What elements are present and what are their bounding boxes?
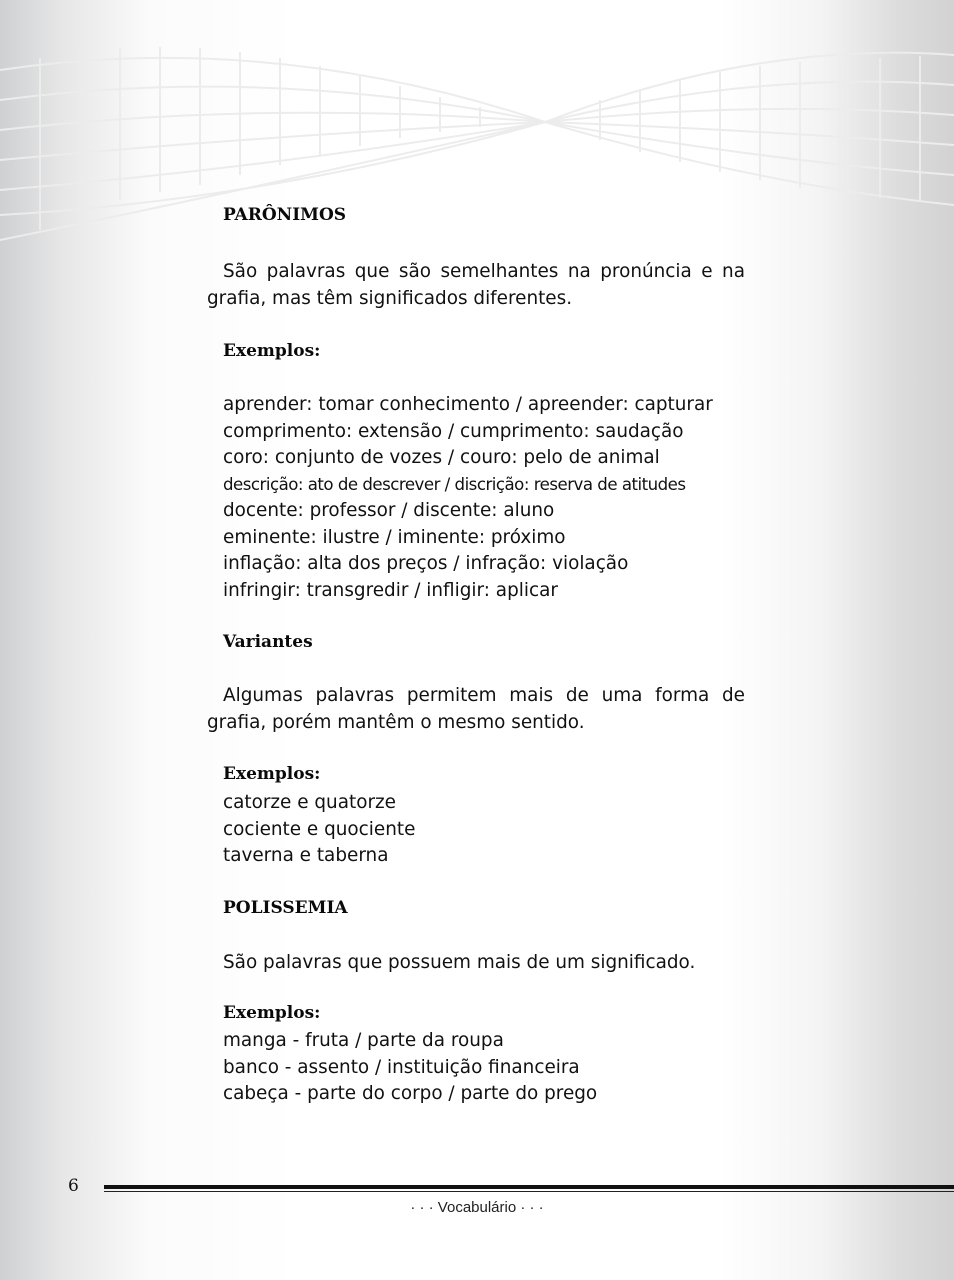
list-item: catorze e quatorze [223, 792, 396, 813]
list-item: taverna e taberna [223, 845, 389, 866]
page-number: 6 [68, 1176, 79, 1196]
polissemia-examples-label: Exemplos: [223, 1003, 321, 1023]
paronimos-examples-label: Exemplos: [223, 341, 321, 361]
variantes-intro: Algumas palavras permitem mais de uma forma de grafia, porém mantêm o mesmo sentido. [207, 685, 745, 733]
section-title-variantes: Variantes [223, 632, 313, 652]
paronimos-intro: São palavras que são semelhantes na pronúncia e na grafia, mas têm significados diferentes. [207, 261, 745, 309]
list-item: coro: conjunto de vozes / couro: pelo de animal [223, 447, 660, 468]
footer-label: · · · Vocabulário · · · [410, 1199, 544, 1216]
paronimos-examples-list [223, 392, 713, 604]
grid-decoration [0, 0, 954, 260]
list-item: infringir: transgredir / infligir: aplicar [223, 579, 558, 601]
section-title-polissemia: POLISSEMIA [223, 898, 348, 918]
list-item: docente: professor / discente: aluno [223, 500, 555, 521]
list-item: eminente: ilustre / iminente: próximo [223, 526, 566, 548]
polissemia-intro: São palavras que possuem mais de um significado. [223, 952, 696, 973]
list-item: aprender: tomar conhecimento / apreender: capturar [223, 394, 713, 415]
list-item: comprimento: extensão / cumprimento: saudação [223, 420, 684, 442]
footer-rule [104, 1185, 954, 1193]
list-item: manga - fruta / parte da roupa [223, 1030, 504, 1051]
polissemia-examples-list [223, 1028, 597, 1108]
list-item: descrição: ato de descrever / discrição: reserva de atitudes [223, 474, 686, 494]
section-title-paronimos: PARÔNIMOS [223, 205, 347, 225]
footer-rule-thin [104, 1191, 954, 1192]
list-item: cabeça - parte do corpo / parte do prego [223, 1083, 598, 1104]
variantes-examples-list [223, 790, 415, 870]
list-item: banco - assento / instituição financeira [223, 1056, 580, 1078]
list-item: cociente e quociente [223, 818, 416, 840]
variantes-examples-label: Exemplos: [223, 764, 321, 784]
footer-rule-thick [104, 1185, 954, 1189]
list-item: inflação: alta dos preços / infração: violação [223, 553, 629, 574]
